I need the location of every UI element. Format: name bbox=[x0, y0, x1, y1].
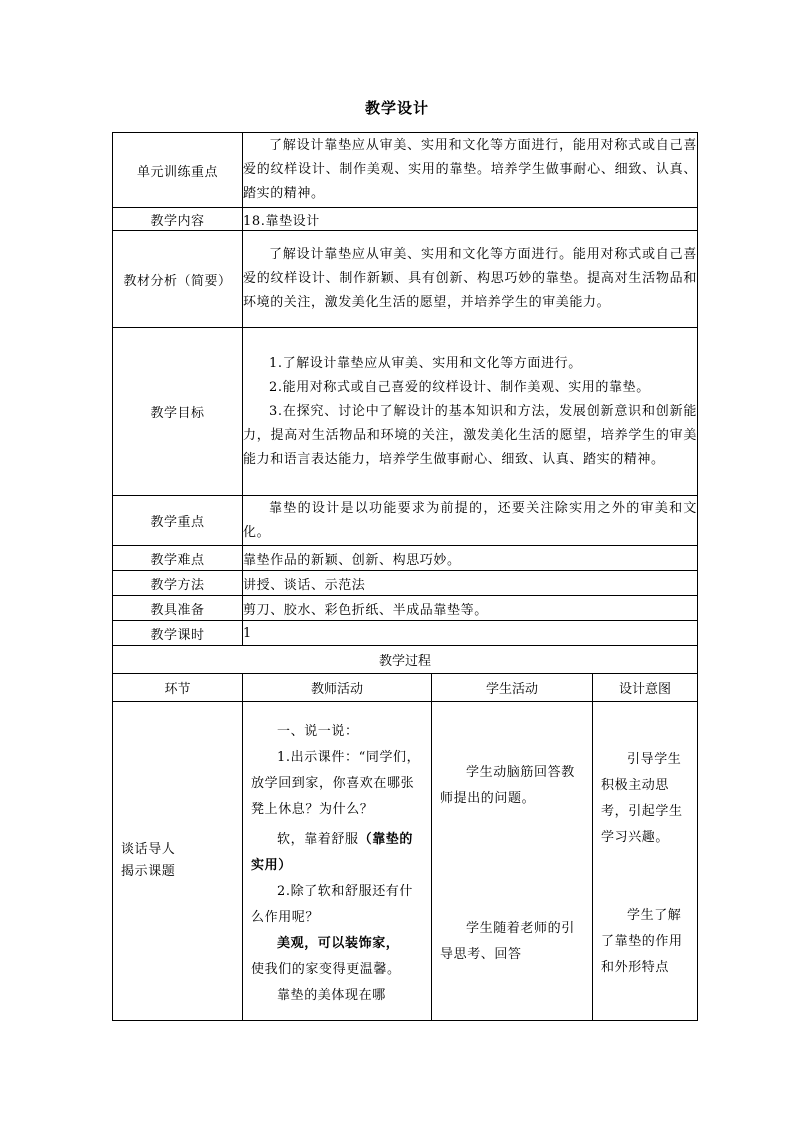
hours-text: 1 bbox=[243, 621, 698, 646]
difficulty-text: 靠垫作品的新颖、创新、构思巧妙。 bbox=[243, 546, 698, 571]
teacher-answer-2a: 美观，可以装饰家， bbox=[277, 936, 400, 951]
row-process-intro bbox=[113, 702, 698, 1021]
goal-item: 3.在探究、讨论中了解设计的基本知识和方法，发展创新意识和创新能力，提高对生活物品和环境的关注，激发美化生活的愿望，培养学生的审美能力和语言表达能力，培养学生做事耐心、细致、认真、踏实的精神。 bbox=[243, 403, 698, 467]
tools-label: 教具准备 bbox=[113, 596, 243, 621]
hours-label: 教学课时 bbox=[113, 621, 243, 646]
goal-item: 1.了解设计靠垫应从审美、实用和文化等方面进行。 bbox=[269, 355, 582, 371]
analysis-text: 了解设计靠垫应从审美、实用和文化等方面进行。能用对称式或自己喜爱的纹样设计、制作新颖、具有创新、构思巧妙的靠垫。提高对生活物品和环境的关注，激发美化生活的愿望，并培养学生的审美能力。 bbox=[243, 247, 698, 310]
row-hours bbox=[113, 621, 698, 646]
unit-focus-label: 单元训练重点 bbox=[113, 133, 243, 208]
unit-focus-text: 了解设计靠垫应从审美、实用和文化等方面进行，能用对称式或自己喜爱的纹样设计、制作美观、实用的靠垫。培养学生做事耐心、细致、认真、踏实的精神。 bbox=[243, 138, 698, 201]
row-tools bbox=[113, 596, 698, 621]
tools-text: 剪刀、胶水、彩色折纸、半成品靠垫等。 bbox=[243, 596, 698, 621]
row-content bbox=[113, 208, 698, 231]
content-text: 18.靠垫设计 bbox=[243, 208, 698, 231]
teacher-step-heading: 一、说一说： bbox=[277, 724, 359, 739]
student-activity-2: 学生随着老师的引导思考、回答 bbox=[440, 921, 575, 962]
header-student: 学生活动 bbox=[432, 674, 593, 702]
methods-label: 教学方法 bbox=[113, 571, 243, 596]
teacher-answer-2b: 使我们的家变得更温馨。 bbox=[251, 962, 401, 977]
header-teacher: 教师活动 bbox=[243, 674, 432, 702]
row-goals bbox=[113, 328, 698, 496]
design-intent-2: 学生了解了靠垫的作用和外形特点 bbox=[601, 908, 683, 975]
goal-item: 2.能用对称式或自己喜爱的纹样设计、制作美观、实用的靠垫。 bbox=[269, 379, 650, 395]
key-points-label: 教学重点 bbox=[113, 496, 243, 546]
content-label: 教学内容 bbox=[113, 208, 243, 231]
teacher-step-2: 2.除了软和舒服还有什么作用呢？ bbox=[251, 884, 414, 925]
key-points-text: 靠垫的设计是以功能要求为前提的，还要关注除实用之外的审美和文化。 bbox=[243, 500, 698, 540]
stage-name-line2: 揭示课题 bbox=[121, 864, 176, 879]
page-title: 教学设计 bbox=[364, 99, 429, 117]
design-intent-1: 引导学生积极主动思考，引起学生学习兴趣。 bbox=[601, 752, 683, 845]
header-stage: 环节 bbox=[113, 674, 243, 702]
analysis-label: 教材分析（简要） bbox=[113, 231, 243, 328]
row-key-points bbox=[113, 496, 698, 546]
methods-text: 讲授、谈话、示范法 bbox=[243, 571, 698, 596]
teacher-step-3: 靠垫的美体现在哪 bbox=[277, 988, 386, 1003]
process-heading: 教学过程 bbox=[113, 646, 698, 674]
row-methods bbox=[113, 571, 698, 596]
row-process-heading bbox=[113, 646, 698, 674]
goals-label: 教学目标 bbox=[113, 328, 243, 496]
row-difficulty bbox=[113, 546, 698, 571]
row-analysis bbox=[113, 231, 698, 328]
student-activity-1: 学生动脑筋回答教师提出的问题。 bbox=[440, 765, 575, 806]
stage-name-line1: 谈话导人 bbox=[121, 842, 176, 857]
lesson-design-table bbox=[112, 132, 698, 1021]
row-process-headers bbox=[113, 674, 698, 702]
difficulty-label: 教学难点 bbox=[113, 546, 243, 571]
header-intent: 设计意图 bbox=[593, 674, 698, 702]
row-unit-focus bbox=[113, 133, 698, 208]
teacher-answer-1: 软，靠着舒服（靠垫的实用） bbox=[251, 832, 414, 873]
teacher-step-1: 1.出示课件：“同学们，放学回到家，你喜欢在哪张凳上休息？为什么？ bbox=[251, 750, 421, 817]
